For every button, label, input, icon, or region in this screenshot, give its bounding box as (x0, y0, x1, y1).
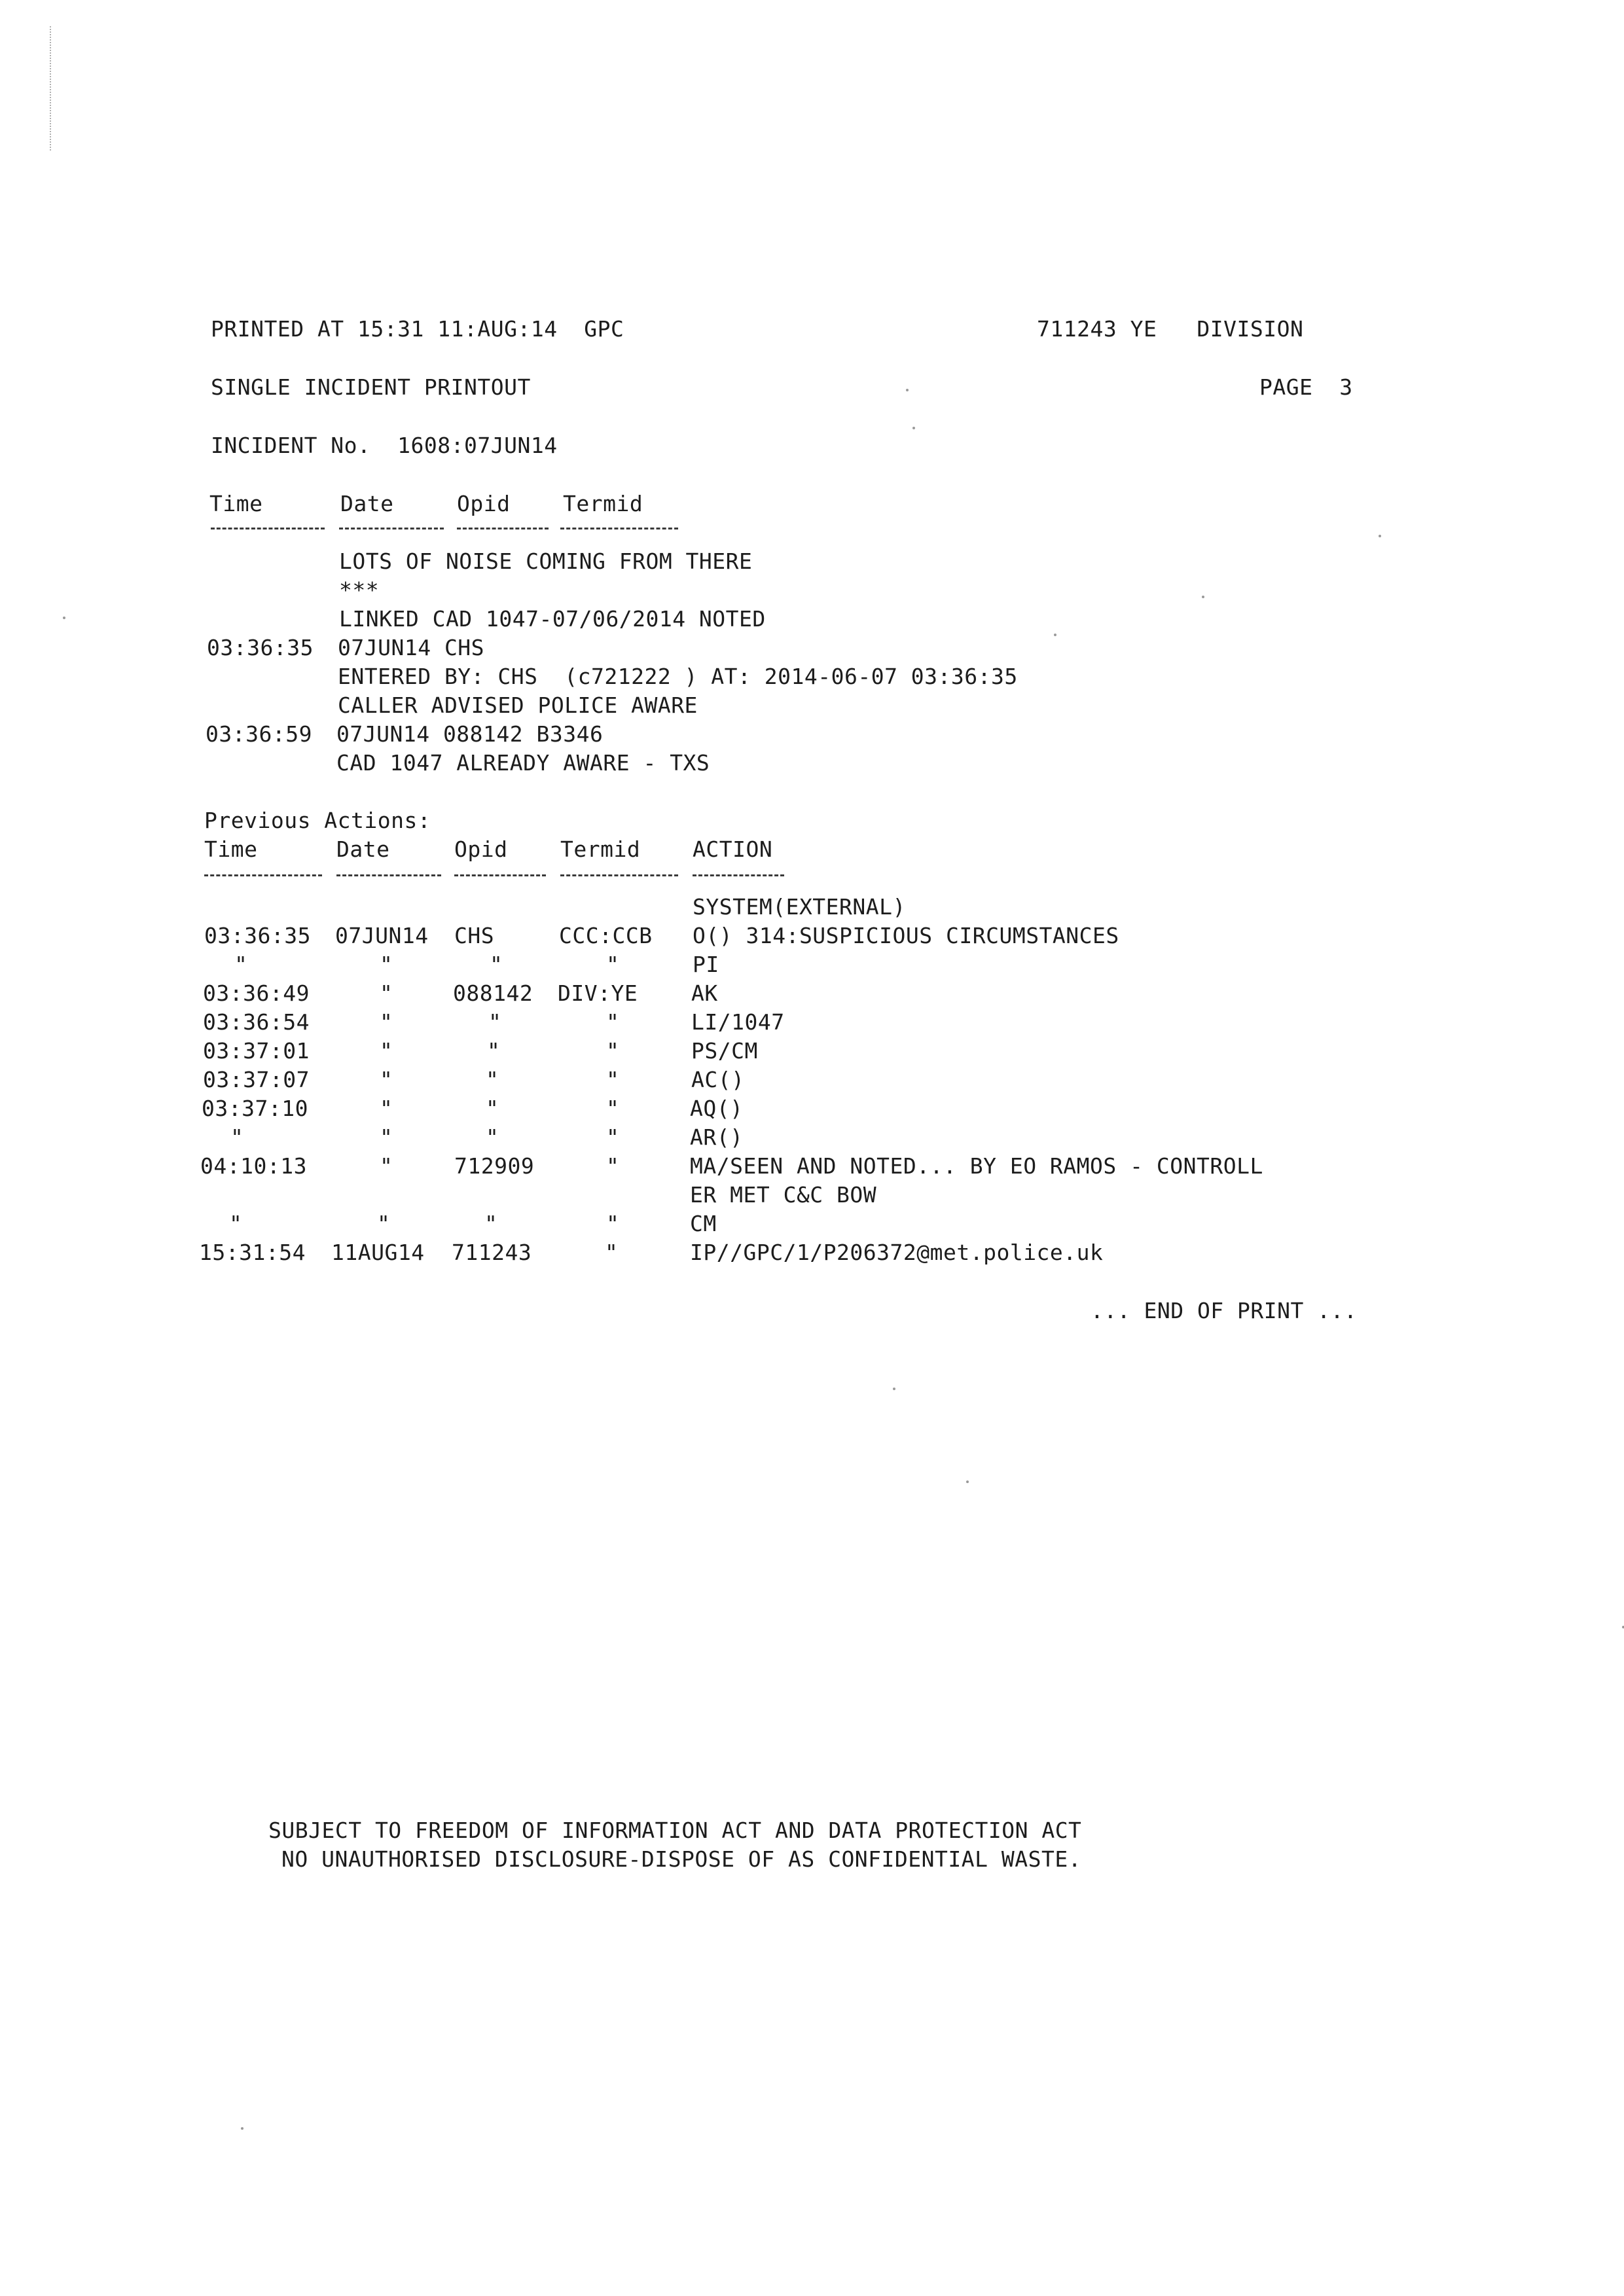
log-line: CAD 1047 ALREADY AWARE - TXS (336, 750, 710, 776)
log-col-date: Date (340, 491, 394, 516)
prev-action: CM (690, 1211, 717, 1236)
prev-action: PS/CM (691, 1038, 758, 1064)
prev-termid: " (605, 1240, 619, 1265)
prev-time: 04:10:13 (200, 1153, 307, 1179)
log-line: ENTERED BY: CHS (c721222 ) AT: 2014-06-07 03:36:35 (338, 664, 1018, 689)
footer-line-2: NO UNAUTHORISED DISCLOSURE-DISPOSE OF AS CONFIDENTIAL WASTE. (281, 1846, 1082, 1872)
prev-date: " (380, 1124, 393, 1150)
prev-opid: 711243 (452, 1240, 532, 1265)
log-line: *** (339, 577, 380, 603)
prev-termid: DIV:YE (558, 980, 638, 1006)
prev-opid: " (490, 952, 503, 977)
prev-col-termid: Termid (560, 836, 641, 862)
prev-opid: CHS (454, 923, 495, 948)
end-of-print: ... END OF PRINT ... (1091, 1298, 1358, 1323)
prev-action: IP//GPC/1/P206372@met.police.uk (690, 1240, 1104, 1265)
prev-col-action: ACTION (693, 836, 773, 862)
prev-termid: " (606, 1009, 620, 1035)
log-time: 03:36:35 (207, 635, 314, 660)
prev-time: 03:37:10 (202, 1096, 308, 1121)
prev-action: AQ() (690, 1096, 744, 1121)
log-rule-termid (560, 528, 678, 529)
prev-action: AC() (691, 1067, 745, 1092)
prev-time: 03:36:54 (203, 1009, 310, 1035)
prev-opid: " (486, 1096, 499, 1121)
prev-rule-opid (454, 874, 546, 876)
prev-termid: CCC:CCB (559, 923, 653, 948)
prev-action: ER MET C&C BOW (690, 1182, 877, 1208)
scan-speck (893, 1388, 895, 1390)
log-rule-opid (457, 528, 549, 529)
prev-time: 03:37:01 (203, 1038, 310, 1064)
prev-opid: " (486, 1124, 499, 1150)
log-time: 03:36:59 (206, 721, 312, 747)
prev-time: " (229, 1211, 243, 1236)
log-col-opid: Opid (457, 491, 511, 516)
opid-division: 711243 YE DIVISION (1037, 316, 1304, 342)
log-rule-date (339, 528, 444, 529)
scan-speck (966, 1480, 969, 1483)
prev-action: MA/SEEN AND NOTED... BY EO RAMOS - CONTROLL (690, 1153, 1263, 1179)
log-rule-time (211, 528, 325, 529)
log-col-time: Time (209, 491, 263, 516)
scan-speck (906, 389, 909, 391)
prev-opid: " (484, 1211, 498, 1236)
prev-rule-termid (560, 874, 678, 876)
prev-rule-date (336, 874, 441, 876)
prev-opid: 088142 (453, 980, 533, 1006)
prev-termid: " (606, 1096, 620, 1121)
prev-termid: " (606, 1038, 620, 1064)
previous-actions-heading: Previous Actions: (204, 808, 431, 833)
document-title: SINGLE INCIDENT PRINTOUT (211, 374, 531, 400)
scan-speck (912, 427, 915, 429)
page-number: PAGE 3 (1259, 374, 1353, 400)
prev-termid: " (606, 1153, 620, 1179)
prev-date: " (380, 1067, 393, 1092)
prev-date: " (380, 1009, 393, 1035)
log-col-termid: Termid (563, 491, 643, 516)
prev-date: " (377, 1211, 391, 1236)
prev-rule-time (204, 874, 322, 876)
prev-rule-action (693, 874, 784, 876)
prev-date: " (380, 952, 393, 977)
prev-termid: " (606, 1124, 620, 1150)
prev-action: AR() (690, 1124, 744, 1150)
prev-termid: " (606, 1067, 620, 1092)
printed-at: PRINTED AT 15:31 11:AUG:14 GPC (211, 316, 624, 342)
log-line: LOTS OF NOISE COMING FROM THERE (339, 548, 753, 574)
prev-termid: " (606, 952, 620, 977)
prev-date: 07JUN14 (335, 923, 429, 948)
log-line: 07JUN14 CHS (338, 635, 485, 660)
prev-col-opid: Opid (454, 836, 508, 862)
prev-time: 15:31:54 (199, 1240, 306, 1265)
scan-speck (241, 2127, 244, 2130)
prev-time: " (230, 1124, 244, 1150)
prev-time: " (234, 952, 248, 977)
footer-line-1: SUBJECT TO FREEDOM OF INFORMATION ACT AND DATA PROTECTION ACT (268, 1818, 1082, 1843)
prev-action: SYSTEM(EXTERNAL) (693, 894, 906, 920)
scan-speck (1379, 535, 1381, 537)
prev-action: PI (693, 952, 719, 977)
scan-speck (1054, 634, 1056, 636)
prev-time: 03:37:07 (203, 1067, 310, 1092)
prev-opid: 712909 (454, 1153, 535, 1179)
incident-number: INCIDENT No. 1608:07JUN14 (211, 433, 558, 458)
prev-time: 03:36:35 (204, 923, 311, 948)
prev-date: " (380, 1153, 393, 1179)
prev-time: 03:36:49 (203, 980, 310, 1006)
prev-col-date: Date (336, 836, 390, 862)
prev-date: " (380, 1096, 393, 1121)
prev-date: " (380, 1038, 393, 1064)
prev-date: 11AUG14 (331, 1240, 425, 1265)
prev-col-time: Time (204, 836, 258, 862)
log-line: CALLER ADVISED POLICE AWARE (338, 692, 698, 718)
prev-opid: " (487, 1038, 501, 1064)
prev-termid: " (606, 1211, 620, 1236)
scan-speck (63, 617, 65, 619)
scan-edge-mark (50, 26, 51, 151)
prev-date: " (380, 980, 393, 1006)
scan-speck (1202, 596, 1204, 598)
log-line: 07JUN14 088142 B3346 (336, 721, 604, 747)
prev-opid: " (488, 1009, 502, 1035)
prev-action: O() 314:SUSPICIOUS CIRCUMSTANCES (693, 923, 1119, 948)
prev-action: AK (691, 980, 718, 1006)
log-line: LINKED CAD 1047-07/06/2014 NOTED (339, 606, 766, 632)
prev-action: LI/1047 (691, 1009, 785, 1035)
prev-opid: " (486, 1067, 499, 1092)
